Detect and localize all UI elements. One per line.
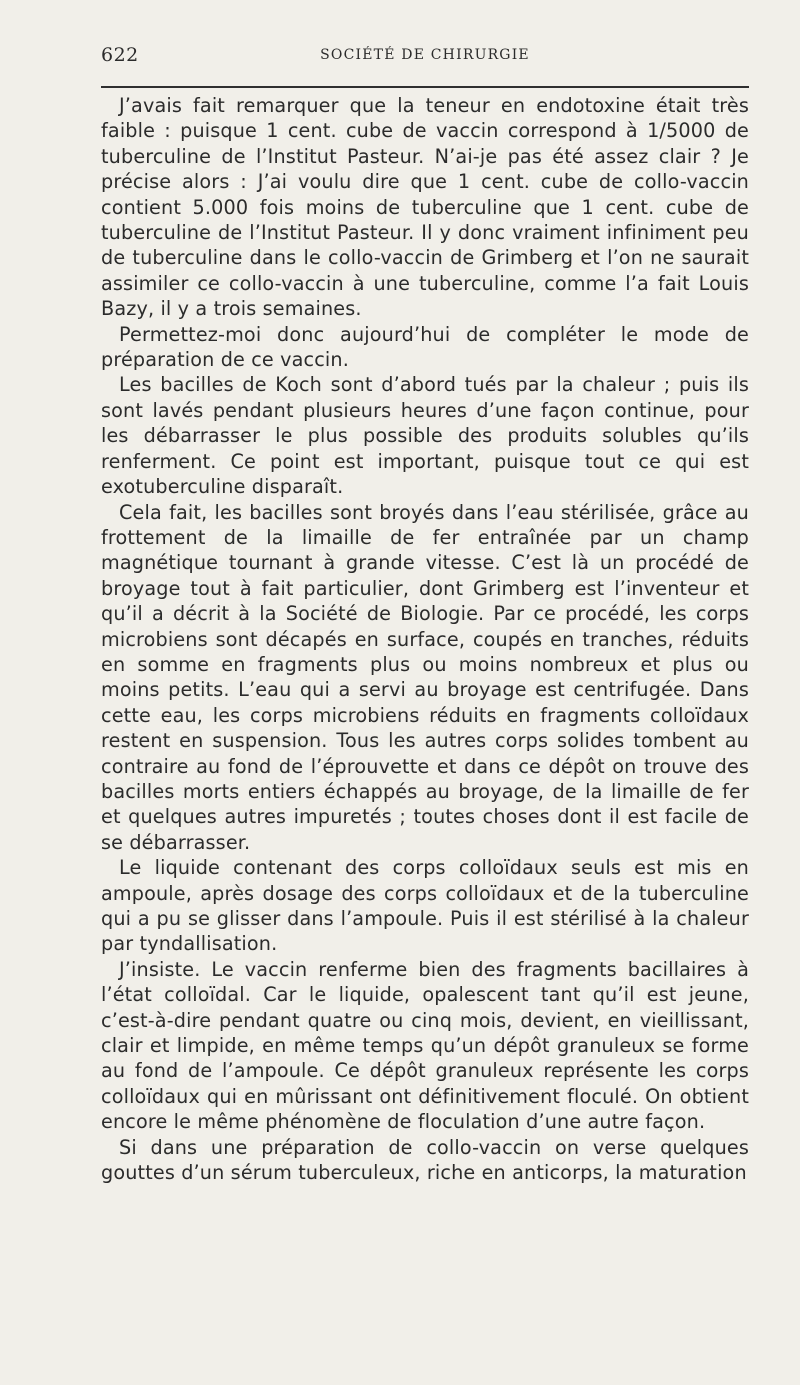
paragraph: Permettez-moi donc aujourd’hui de compléter le mode de préparation de ce vaccin. bbox=[101, 322, 749, 372]
paragraph: J’insiste. Le vaccin renferme bien des fragments bacillaires à l’état colloïdal. Car le liquide, opalescent tant qu’il est jeune, c’est-à-dire pendant quatre ou cinq mois, devient, en vieillissant, clair et limpide, en même temps qu’un dépôt granuleux se forme au fond de l’ampoule. Ce dépôt granuleux représente les corps colloïdaux qui en mûrissant ont définitivement floculé. On obtient encore le même phénomène de floculation d’une autre façon. bbox=[101, 957, 749, 1134]
page-number: 622 bbox=[101, 44, 139, 66]
running-head: SOCIÉTÉ DE CHIRURGIE bbox=[320, 47, 530, 63]
body-text bbox=[101, 93, 749, 1185]
paragraph: Les bacilles de Koch sont d’abord tués par la chaleur ; puis ils sont lavés pendant plusieurs heures d’une façon continue, pour les débarrasser le plus possible des produits solubles qu’ils renferment. Ce point est important, puisque tout ce qui est exotuberculine disparaît. bbox=[101, 373, 749, 499]
header-rule bbox=[101, 86, 749, 88]
page-header bbox=[101, 44, 749, 72]
paragraph: Le liquide contenant des corps colloïdaux seuls est mis en ampoule, après dosage des corps colloïdaux et de la tuberculine qui a pu se glisser dans l’ampoule. Puis il est stérilisé à la chaleur par tyndallisation. bbox=[101, 856, 749, 956]
paragraph: Si dans une préparation de collo-vaccin on verse quelques gouttes d’un sérum tuberculeux, riche en anticorps, la maturation bbox=[101, 1135, 749, 1185]
paragraph: J’avais fait remarquer que la teneur en endotoxine était très faible : puisque 1 cent. cube de vaccin correspond à 1/5000 de tuberculine de l’Institut Pasteur. N’ai-je pas été assez clair ? Je précise alors : J’ai voulu dire que 1 cent. cube de collo-vaccin contient 5.000 fois moins de tuberculine que 1 cent. cube de tuberculine de l’Institut Pasteur. Il y donc vraiment infiniment peu de tuberculine dans le collo-vaccin de Grimberg et l’on ne saurait assimiler ce collo-vaccin à une tuberculine, comme l’a fait Louis Bazy, il y a trois semaines. bbox=[101, 94, 749, 321]
paragraph: Cela fait, les bacilles sont broyés dans l’eau stérilisée, grâce au frottement de la limaille de fer entraînée par un champ magnétique tournant à grande vitesse. C’est là un procédé de broyage tout à fait particulier, dont Grimberg est l’inventeur et qu’il a décrit à la Société de Biologie. Par ce procédé, les corps microbiens sont décapés en surface, coupés en tranches, réduits en somme en fragments plus ou moins nombreux et plus ou moins petits. L’eau qui a servi au broyage est centrifugée. Dans cette eau, les corps microbiens réduits en fragments colloïdaux restent en suspension. Tous les autres corps solides tombent au contraire au fond de l’éprouvette et dans ce dépôt on trouve des bacilles morts entiers échappés au broyage, de la limaille de fer et quelques autres impuretés ; toutes choses dont il est facile de se débarrasser. bbox=[101, 500, 749, 854]
